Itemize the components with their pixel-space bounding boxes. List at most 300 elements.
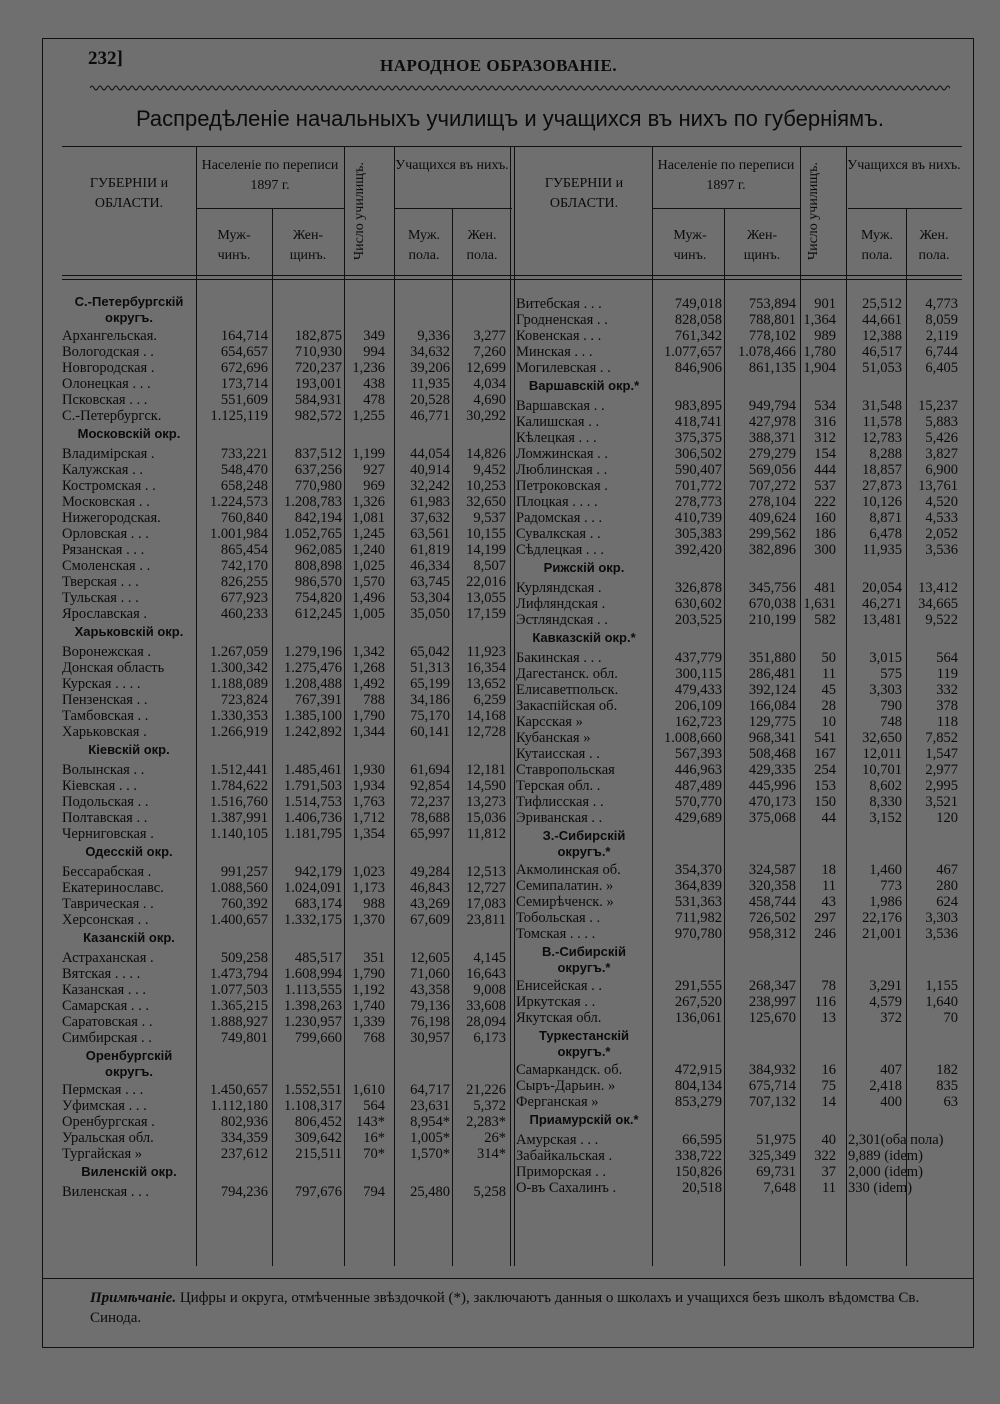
female-students: 9,008 <box>473 982 506 998</box>
women-count: 707,132 <box>748 1094 796 1110</box>
female-students: 15,237 <box>918 398 958 414</box>
women-count: 569,056 <box>748 462 796 478</box>
female-students: 6,744 <box>925 344 958 360</box>
table-row <box>0 1132 1000 1148</box>
male-students: 43,269 <box>410 896 450 912</box>
region-name: Кѣлецкая . . . <box>516 430 597 446</box>
region-name: Черниговская . <box>62 826 154 842</box>
men-count: 20,518 <box>682 1180 722 1196</box>
women-count: 720,237 <box>294 360 342 376</box>
region-name: Подольская . . <box>62 794 149 810</box>
header-female-right: Жен. пола. <box>918 228 950 263</box>
page-number: 232] <box>88 48 123 69</box>
schools-count: 186 <box>814 526 836 542</box>
schools-count: 1,570 <box>352 574 385 590</box>
women-count: 1.275,476 <box>284 660 342 676</box>
men-count: 392,420 <box>674 542 722 558</box>
region-name: О-въ Сахалинъ . <box>516 1180 617 1196</box>
male-students: 8,288 <box>869 446 902 462</box>
schools-count: 1,712 <box>352 810 385 826</box>
table-row <box>0 894 1000 910</box>
female-students: 4,034 <box>473 376 506 392</box>
schools-count: 297 <box>814 910 836 926</box>
women-count: 1.078,466 <box>738 344 796 360</box>
male-students: 2,418 <box>869 1078 902 1094</box>
district-heading: Приамурскій ок.* <box>529 1112 639 1127</box>
schools-count: 13 <box>821 1010 836 1026</box>
header-women-left: Жен- щинъ. <box>289 228 327 263</box>
female-students: 9,537 <box>473 510 506 526</box>
schools-count: 1,610 <box>352 1082 385 1098</box>
table-row <box>0 746 1000 762</box>
region-name: Терская обл. . <box>516 778 601 794</box>
female-students: 6,405 <box>925 360 958 376</box>
male-students: 25,512 <box>862 296 902 312</box>
men-count: 429,689 <box>674 810 722 826</box>
district-heading: С.-Петербургскій округъ. <box>74 294 184 325</box>
schools-count: 1,192 <box>352 982 385 998</box>
men-count: 1.400,657 <box>210 912 268 928</box>
men-count: 150,826 <box>674 1164 722 1180</box>
region-name: Кубанская » <box>516 730 591 746</box>
schools-count: 300 <box>814 542 836 558</box>
region-name: Лифляндская . <box>516 596 606 612</box>
table-row <box>0 926 1000 942</box>
women-count: 710,930 <box>294 344 342 360</box>
men-count: 567,393 <box>674 746 722 762</box>
header-female-left: Жен. пола. <box>466 228 498 263</box>
region-name: Вологодская . . <box>62 344 154 360</box>
region-name: Сыръ-Дарьин. » <box>516 1078 616 1094</box>
male-students: 65,199 <box>410 676 450 692</box>
table-row <box>0 430 1000 446</box>
region-name: Ковенская . . . <box>516 328 602 344</box>
schools-count: 1,240 <box>352 542 385 558</box>
female-students: 4,773 <box>925 296 958 312</box>
schools-count: 1,740 <box>352 998 385 1014</box>
male-students: 20,054 <box>862 580 902 596</box>
women-count: 1.024,091 <box>284 880 342 896</box>
schools-count: 11 <box>822 878 836 894</box>
male-students: 51,313 <box>410 660 450 676</box>
women-count: 427,978 <box>748 414 796 430</box>
men-count: 654,657 <box>220 344 268 360</box>
women-count: 384,932 <box>748 1062 796 1078</box>
men-count: 846,906 <box>674 360 722 376</box>
female-students: 26* <box>484 1130 506 1146</box>
schools-count: 969 <box>363 478 385 494</box>
men-count: 826,255 <box>220 574 268 590</box>
male-students: 60,141 <box>410 724 450 740</box>
female-students: 119 <box>936 666 958 682</box>
schools-count: 1,326 <box>352 494 385 510</box>
female-students: 2,995 <box>925 778 958 794</box>
table-row <box>0 612 1000 628</box>
female-students: 6,259 <box>473 692 506 708</box>
schools-count: 1,354 <box>352 826 385 842</box>
women-count: 485,517 <box>294 950 342 966</box>
region-name: Тургайская » <box>62 1146 143 1162</box>
header-male-left: Муж. пола. <box>407 228 441 263</box>
schools-count: 1,763 <box>352 794 385 810</box>
male-students: 20,528 <box>410 392 450 408</box>
men-count: 701,772 <box>674 478 722 494</box>
women-count: 1.791,503 <box>284 778 342 794</box>
region-name: Тифлисская . . <box>516 794 604 810</box>
table-row <box>0 910 1000 926</box>
women-count: 797,676 <box>294 1184 342 1200</box>
women-count: 612,245 <box>294 606 342 622</box>
women-count: 1.208,783 <box>284 494 342 510</box>
region-name: Бакинская . . . <box>516 650 602 666</box>
table-row <box>0 794 1000 810</box>
women-count: 125,670 <box>748 1010 796 1026</box>
men-count: 460,233 <box>220 606 268 622</box>
table-row <box>0 1094 1000 1110</box>
table-row <box>0 994 1000 1010</box>
male-students: 35,050 <box>410 606 450 622</box>
region-name: Эстляндская . . <box>516 612 608 628</box>
male-students: 8,330 <box>869 794 902 810</box>
male-students: 10,126 <box>862 494 902 510</box>
header-pop-right: Населеніе по переписи 1897 г. <box>657 158 795 193</box>
men-count: 487,489 <box>674 778 722 794</box>
schools-count: 1,025 <box>352 558 385 574</box>
schools-count: 994 <box>363 344 385 360</box>
schools-count: 1,342 <box>352 644 385 660</box>
women-count: 1.485,461 <box>284 762 342 778</box>
region-name: Закаспійская об. <box>516 698 618 714</box>
female-students: 4,520 <box>925 494 958 510</box>
table-row <box>0 698 1000 714</box>
female-students: 17,083 <box>466 896 506 912</box>
schools-count: 37 <box>821 1164 836 1180</box>
men-count: 1.450,657 <box>210 1082 268 1098</box>
women-count: 754,820 <box>294 590 342 606</box>
students-both: 2,000 (idem) <box>848 1164 923 1180</box>
men-count: 338,722 <box>674 1148 722 1164</box>
district-heading: Московскій окр. <box>77 426 181 441</box>
women-count: 778,102 <box>748 328 796 344</box>
women-count: 309,642 <box>294 1130 342 1146</box>
female-students: 5,258 <box>473 1184 506 1200</box>
schools-count: 1,005 <box>352 606 385 622</box>
table-row <box>0 580 1000 596</box>
schools-count: 1,364 <box>803 312 836 328</box>
region-name: Ярославская . <box>62 606 148 622</box>
women-count: 429,335 <box>748 762 796 778</box>
men-count: 853,279 <box>674 1094 722 1110</box>
region-name: Харьковская . <box>62 724 147 740</box>
table-row <box>0 1164 1000 1180</box>
table-row <box>0 682 1000 698</box>
female-students: 4,145 <box>473 950 506 966</box>
male-students: 6,478 <box>869 526 902 542</box>
header-bottom-rule-2 <box>62 279 962 280</box>
schools-count: 1,173 <box>352 880 385 896</box>
region-name: Пермская . . . <box>62 1082 144 1098</box>
women-count: 470,173 <box>748 794 796 810</box>
women-count: 278,104 <box>748 494 796 510</box>
male-students: 61,819 <box>410 542 450 558</box>
table-row <box>0 1180 1000 1196</box>
schools-count: 1,934 <box>352 778 385 794</box>
women-count: 210,199 <box>748 612 796 628</box>
region-name: Сѣдлецкая . . . <box>516 542 605 558</box>
schools-count: 1,236 <box>352 360 385 376</box>
male-students: 64,717 <box>410 1082 450 1098</box>
male-students: 53,304 <box>410 590 450 606</box>
female-students: 1,155 <box>925 978 958 994</box>
region-name: Тверская . . . <box>62 574 139 590</box>
women-count: 982,572 <box>294 408 342 424</box>
female-students: 7,260 <box>473 344 506 360</box>
schools-count: 927 <box>363 462 385 478</box>
women-count: 1.052,765 <box>284 526 342 542</box>
region-name: Елисаветпольск. <box>516 682 619 698</box>
female-students: 332 <box>936 682 958 698</box>
women-count: 753,894 <box>748 296 796 312</box>
female-students: 9,522 <box>925 612 958 628</box>
region-name: Семипалатин. » <box>516 878 614 894</box>
men-count: 794,236 <box>220 1184 268 1200</box>
header-gub-left: ГУБЕРНІИ и ОБЛАСТИ. <box>89 176 169 211</box>
schools-count: 478 <box>363 392 385 408</box>
female-students: 280 <box>936 878 958 894</box>
male-students: 790 <box>880 698 902 714</box>
women-count: 683,174 <box>294 896 342 912</box>
district-heading: Виленскій окр. <box>81 1164 177 1179</box>
table-row <box>0 510 1000 526</box>
women-count: 458,744 <box>748 894 796 910</box>
male-students: 92,854 <box>410 778 450 794</box>
region-name: Псковская . . . <box>62 392 148 408</box>
men-count: 334,359 <box>220 1130 268 1146</box>
region-name: Казанская . . . <box>62 982 146 998</box>
region-name: Плоцкая . . . . <box>516 494 598 510</box>
male-students: 12,605 <box>410 950 450 966</box>
table-row <box>0 862 1000 878</box>
female-students: 13,652 <box>466 676 506 692</box>
male-students: 79,136 <box>410 998 450 1014</box>
men-count: 749,801 <box>220 1030 268 1046</box>
men-count: 551,609 <box>220 392 268 408</box>
schools-count: 78 <box>821 978 836 994</box>
table-row <box>0 494 1000 510</box>
schools-count: 11 <box>822 1180 836 1196</box>
table-row <box>0 730 1000 746</box>
men-count: 375,375 <box>674 430 722 446</box>
men-count: 136,061 <box>674 1010 722 1026</box>
schools-count: 541 <box>814 730 836 746</box>
women-count: 382,896 <box>748 542 796 558</box>
region-name: Томская . . . . <box>516 926 596 942</box>
male-students: 34,632 <box>410 344 450 360</box>
men-count: 472,915 <box>674 1062 722 1078</box>
male-students: 575 <box>880 666 902 682</box>
female-students: 467 <box>936 862 958 878</box>
header-gub-right: ГУБЕРНІИ и ОБЛАСТИ. <box>544 176 624 211</box>
male-students: 11,578 <box>862 414 902 430</box>
female-students: 2,977 <box>925 762 958 778</box>
pop-subrule-right <box>652 208 800 209</box>
male-students: 46,517 <box>862 344 902 360</box>
schools-count: 534 <box>814 398 836 414</box>
male-students: 11,935 <box>410 376 450 392</box>
female-students: 28,094 <box>466 1014 506 1030</box>
female-students: 3,303 <box>925 910 958 926</box>
women-count: 842,194 <box>294 510 342 526</box>
region-name: Симбирская . . <box>62 1030 152 1046</box>
schools-count: 40 <box>821 1132 836 1148</box>
male-students: 3,015 <box>869 650 902 666</box>
women-count: 861,135 <box>748 360 796 376</box>
stud-subrule-right <box>848 208 962 209</box>
women-count: 286,481 <box>748 666 796 682</box>
men-count: 479,433 <box>674 682 722 698</box>
schools-count: 768 <box>363 1030 385 1046</box>
region-name: Карсская » <box>516 714 583 730</box>
female-students: 10,155 <box>466 526 506 542</box>
male-students: 1,986 <box>869 894 902 910</box>
male-students: 61,983 <box>410 494 450 510</box>
men-count: 760,840 <box>220 510 268 526</box>
male-students: 63,745 <box>410 574 450 590</box>
men-count: 326,878 <box>674 580 722 596</box>
women-count: 637,256 <box>294 462 342 478</box>
men-count: 1.112,180 <box>210 1098 268 1114</box>
women-count: 584,931 <box>294 392 342 408</box>
table-row <box>0 666 1000 682</box>
schools-count: 150 <box>814 794 836 810</box>
table-row <box>0 446 1000 462</box>
region-name: Вятская . . . . <box>62 966 141 982</box>
district-heading: Кавказскій окр.* <box>532 630 636 645</box>
men-count: 1.888,927 <box>210 1014 268 1030</box>
men-count: 1.267,059 <box>210 644 268 660</box>
male-students: 63,561 <box>410 526 450 542</box>
table-row <box>0 526 1000 542</box>
table-row <box>0 414 1000 430</box>
female-students: 3,536 <box>925 926 958 942</box>
schools-count: 316 <box>814 414 836 430</box>
female-students: 14,826 <box>466 446 506 462</box>
male-students: 12,783 <box>862 430 902 446</box>
table-row <box>0 714 1000 730</box>
table-row <box>0 360 1000 376</box>
male-students: 3,291 <box>869 978 902 994</box>
female-students: 314* <box>477 1146 506 1162</box>
male-students: 49,284 <box>410 864 450 880</box>
students-both: 9,889 (idem) <box>848 1148 923 1164</box>
women-count: 325,349 <box>748 1148 796 1164</box>
schools-count: 1,790 <box>352 708 385 724</box>
men-count: 711,982 <box>675 910 722 926</box>
women-count: 7,648 <box>763 1180 796 1196</box>
women-count: 1.279,196 <box>284 644 342 660</box>
male-students: 21,001 <box>862 926 902 942</box>
footnote-text: Цифры и округа, отмѣченные звѣздочкой (*), заключаютъ данныя о школахъ и учащихся безъ школъ вѣдомства Св. Синода. <box>90 1290 920 1326</box>
schools-count: 1,023 <box>352 864 385 880</box>
male-students: 1,570* <box>410 1146 450 1162</box>
female-students: 7,852 <box>925 730 958 746</box>
header-male-right: Муж. пола. <box>860 228 894 263</box>
footnote <box>90 1288 960 1328</box>
schools-count: 11 <box>822 666 836 682</box>
female-students: 1,547 <box>925 746 958 762</box>
female-students: 11,923 <box>466 644 506 660</box>
schools-count: 312 <box>814 430 836 446</box>
table-row <box>0 478 1000 494</box>
women-count: 968,341 <box>748 730 796 746</box>
schools-count: 50 <box>821 650 836 666</box>
men-count: 1.224,573 <box>210 494 268 510</box>
men-count: 1.001,984 <box>210 526 268 542</box>
female-students: 13,055 <box>466 590 506 606</box>
male-students: 75,170 <box>410 708 450 724</box>
women-count: 351,880 <box>748 650 796 666</box>
schools-count: 322 <box>814 1148 836 1164</box>
female-students: 11,812 <box>466 826 506 842</box>
men-count: 418,741 <box>674 414 722 430</box>
women-count: 129,775 <box>748 714 796 730</box>
schools-count: 582 <box>814 612 836 628</box>
region-name: Ломжинская . . <box>516 446 609 462</box>
region-name: Московская . . <box>62 494 150 510</box>
region-name: Витебская . . . <box>516 296 602 312</box>
male-students: 46,271 <box>862 596 902 612</box>
female-students: 13,412 <box>918 580 958 596</box>
men-count: 305,383 <box>674 526 722 542</box>
header-pop-left: Населеніе по переписи 1897 г. <box>201 158 339 193</box>
footnote-label: Примѣчаніе. <box>90 1290 177 1306</box>
schools-count: 43 <box>821 894 836 910</box>
women-count: 808,898 <box>294 558 342 574</box>
schools-count: 70* <box>363 1146 385 1162</box>
region-name: Екатеринославс. <box>62 880 164 896</box>
women-count: 320,358 <box>748 878 796 894</box>
male-students: 65,997 <box>410 826 450 842</box>
schools-count: 1,904 <box>803 360 836 376</box>
female-students: 17,159 <box>466 606 506 622</box>
male-students: 78,688 <box>410 810 450 826</box>
schools-count: 167 <box>814 746 836 762</box>
men-count: 278,773 <box>674 494 722 510</box>
table-row <box>0 978 1000 994</box>
female-students: 16,643 <box>466 966 506 982</box>
men-count: 1.077,503 <box>210 982 268 998</box>
wavy-rule <box>90 84 950 92</box>
table-bottom-rule <box>42 1278 974 1279</box>
male-students: 32,650 <box>862 730 902 746</box>
male-students: 8,602 <box>869 778 902 794</box>
region-name: Петроковская . <box>516 478 608 494</box>
female-students: 6,173 <box>473 1030 506 1046</box>
women-count: 69,731 <box>756 1164 796 1180</box>
region-name: Владимірская . <box>62 446 155 462</box>
female-students: 2,283* <box>466 1114 506 1130</box>
women-count: 949,794 <box>748 398 796 414</box>
students-both: 330 (idem) <box>848 1180 913 1196</box>
stud-subrule-left <box>394 208 512 209</box>
region-name: Таврическая . . <box>62 896 154 912</box>
female-students: 4,690 <box>473 392 506 408</box>
men-count: 828,058 <box>674 312 722 328</box>
female-students: 12,513 <box>466 864 506 880</box>
region-name: Херсонская . . <box>62 912 149 928</box>
women-count: 1.514,753 <box>284 794 342 810</box>
men-count: 590,407 <box>674 462 722 478</box>
